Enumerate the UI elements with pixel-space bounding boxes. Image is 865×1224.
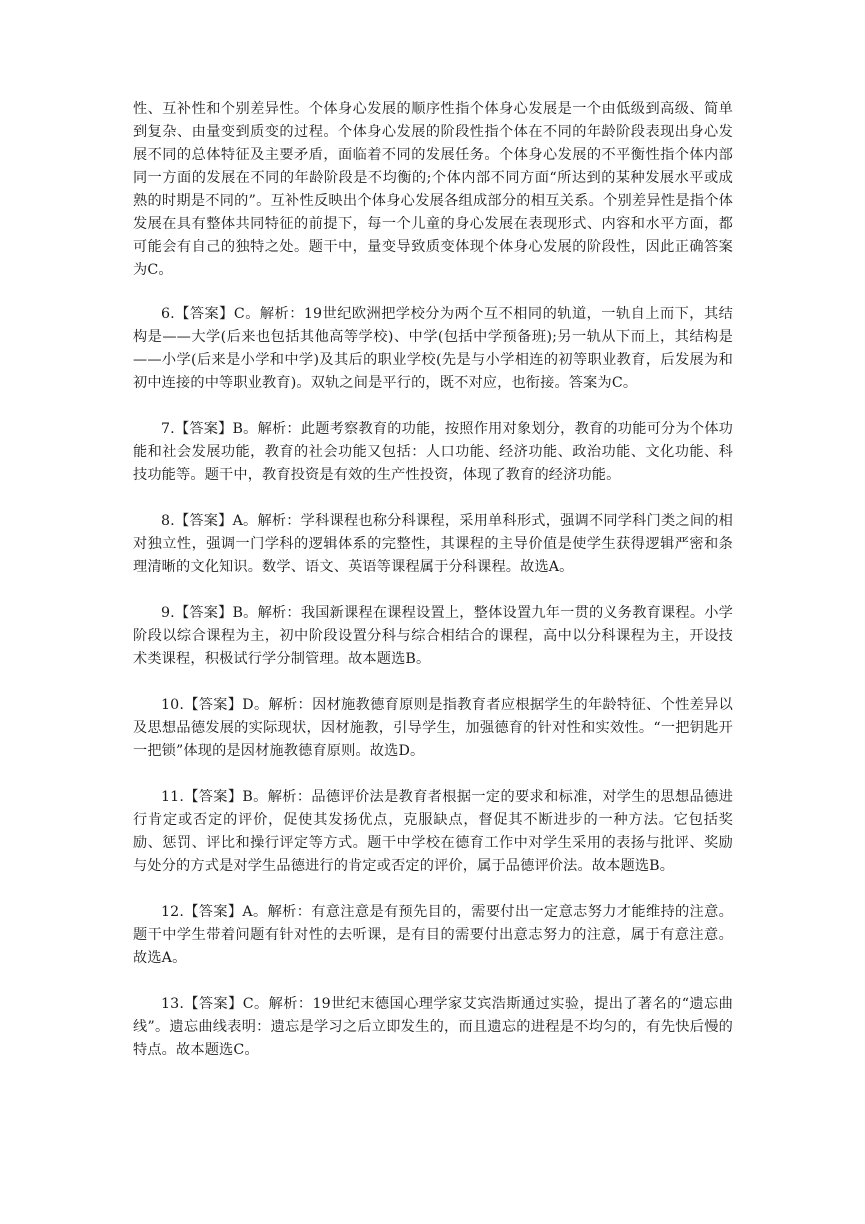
paragraph-answer-9: 9.【答案】B。解析：我国新课程在课程设置上，整体设置九年一贯的义务教育课程。小学阶段以综合课程为主，初中阶段设置分科与综合相结合的课程，高中以分科课程为主，开设技术类课程，积极试行学分制管理。故本题选B。 [133,605,733,667]
answer-explanations [133,98,733,1085]
paragraph-answer-10: 10.【答案】D。解析：因材施教德育原则是指教育者应根据学生的年龄特征、个性差异以及思想品德发展的实际现状，因材施教，引导学生，加强德育的针对性和实效性。“一把钥匙开一把锁”体现的是因材施教德育原则。故选D。 [133,697,733,759]
paragraph-continuation-5: 性、互补性和个别差异性。个体身心发展的顺序性指个体身心发展是一个由低级到高级、简单到复杂、由量变到质变的过程。个体身心发展的阶段性指个体在不同的年龄阶段表现出身心发展不同的总体特征及主要矛盾，面临着不同的发展任务。个体身心发展的不平衡性指个体内部同一方面的发展在不同的年龄阶段是不均衡的;个体内部不同方面“所达到的某种发展水平或成熟的时期是不同的”。互补性反映出个体身心发展各组成部分的相互关系。个别差异性是指个体发展在具有整体共同特征的前提下，每一个儿童的身心发展在表现形式、内容和水平方面，都可能会有自己的独特之处。题干中，量变导致质变体现个体身心发展的阶段性，因此正确答案为C。 [133,101,733,278]
paragraph-answer-6: 6.【答案】C。解析：19世纪欧洲把学校分为两个互不相同的轨道，一轨自上而下，其结构是——大学(后来也包括其他高等学校)、中学(包括中学预备班);另一轨从下而上，其结构是——小学(后来是小学和中学)及其后的职业学校(先是与小学相连的初等职业教育，后发展为和初中连接的中等职业教育)。双轨之间是平行的，既不对应，也衔接。答案为C。 [133,306,733,391]
paragraph-answer-8: 8.【答案】A。解析：学科课程也称分科课程，采用单科形式，强调不同学科门类之间的相对独立性，强调一门学科的逻辑体系的完整性，其课程的主导价值是使学生获得逻辑严密和条理清晰的文化知识。数学、语文、英语等课程属于分科课程。故选A。 [133,513,733,575]
paragraph-answer-12: 12.【答案】A。解析：有意注意是有预先目的，需要付出一定意志努力才能维持的注意。题干中学生带着问题有针对性的去听课，是有目的需要付出意志努力的注意，属于有意注意。故选A。 [133,904,733,966]
paragraph-answer-7: 7.【答案】B。解析：此题考察教育的功能，按照作用对象划分，教育的功能可分为个体功能和社会发展功能，教育的社会功能又包括：人口功能、经济功能、政治功能、文化功能、科技功能等。题干中，教育投资是有效的生产性投资，体现了教育的经济功能。 [133,421,733,483]
paragraph-answer-11: 11.【答案】B。解析：品德评价法是教育者根据一定的要求和标准，对学生的思想品德进行肯定或否定的评价，促使其发扬优点，克服缺点，督促其不断进步的一种方法。它包括奖励、惩罚、评比和操行评定等方式。题干中学校在德育工作中对学生采用的表扬与批评、奖励与处分的方式是对学生品德进行的肯定或否定的评价，属于品德评价法。故本题选B。 [133,789,733,874]
paragraph-answer-13: 13.【答案】C。解析：19世纪末德国心理学家艾宾浩斯通过实验，提出了著名的“遗忘曲线”。遗忘曲线表明：遗忘是学习之后立即发生的，而且遗忘的进程是不均匀的，有先快后慢的特点。故本题选C。 [133,996,733,1058]
